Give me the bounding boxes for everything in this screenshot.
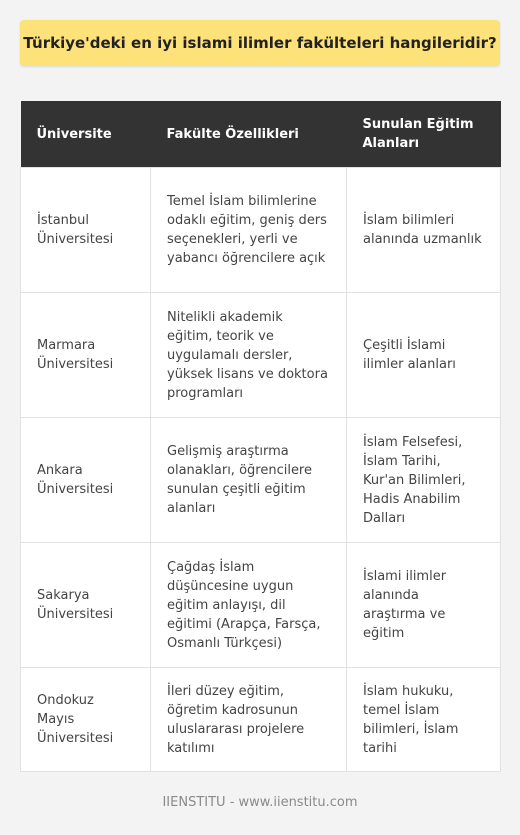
- cell-university: Ondokuz Mayıs Üniversitesi: [21, 668, 151, 772]
- footer-credit: IIENSTITU - www.iienstitu.com: [162, 795, 358, 810]
- cell-university: İstanbul Üniversitesi: [21, 168, 151, 293]
- table-row: [21, 168, 501, 293]
- table-row: [21, 543, 501, 668]
- table-row: [21, 293, 501, 418]
- table-row: [21, 418, 501, 543]
- cell-faculty-features: Nitelikli akademik eğitim, teorik ve uygulamalı dersler, yüksek lisans ve doktora programları: [151, 293, 347, 418]
- cell-university: Marmara Üniversitesi: [21, 293, 151, 418]
- column-header-university: Üniversite: [21, 101, 151, 168]
- cell-faculty-features: Gelişmiş araştırma olanakları, öğrencilere sunulan çeşitli eğitim alanları: [151, 418, 347, 543]
- universities-table: [20, 101, 501, 772]
- cell-education-areas: İslam Felsefesi, İslam Tarihi, Kur'an Bilimleri, Hadis Anabilim Dalları: [347, 418, 501, 543]
- title-banner: [20, 20, 500, 66]
- cell-faculty-features: İleri düzey eğitim, öğretim kadrosunun uluslararası projelere katılımı: [151, 668, 347, 772]
- column-header-education-areas: Sunulan Eğitim Alanları: [347, 101, 501, 168]
- cell-university: Sakarya Üniversitesi: [21, 543, 151, 668]
- cell-education-areas: Çeşitli İslami ilimler alanları: [347, 293, 501, 418]
- cell-education-areas: İslam bilimleri alanında uzmanlık: [347, 168, 501, 293]
- column-header-faculty-features: Fakülte Özellikleri: [151, 101, 347, 168]
- cell-faculty-features: Temel İslam bilimlerine odaklı eğitim, geniş ders seçenekleri, yerli ve yabancı öğrencilere açık: [151, 168, 347, 293]
- cell-faculty-features: Çağdaş İslam düşüncesine uygun eğitim anlayışı, dil eğitimi (Arapça, Farsça, Osmanlı Türkçesi): [151, 543, 347, 668]
- cell-education-areas: İslam hukuku, temel İslam bilimleri, İslam tarihi: [347, 668, 501, 772]
- table-header-row: [21, 101, 501, 168]
- cell-university: Ankara Üniversitesi: [21, 418, 151, 543]
- page-title: Türkiye'deki en iyi islami ilimler fakülteleri hangileridir?: [23, 34, 497, 52]
- cell-education-areas: İslami ilimler alanında araştırma ve eğitim: [347, 543, 501, 668]
- table-row: [21, 668, 501, 772]
